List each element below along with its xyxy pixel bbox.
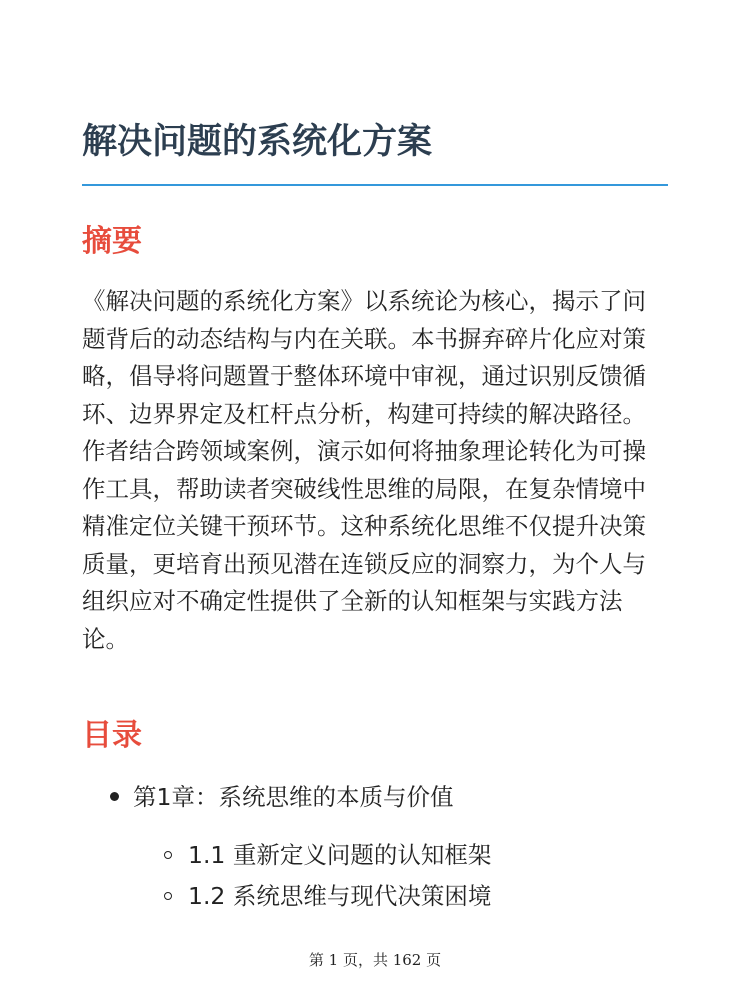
document-page [82, 0, 668, 1000]
toc-section-1-2[interactable] [164, 878, 491, 914]
toc-section-label: 1.1 重新定义问题的认知框架 [188, 841, 492, 869]
toc-section-label: 1.2 系统思维与现代决策困境 [188, 882, 492, 910]
toc-heading: 目录 [82, 718, 142, 753]
bullet-circle-icon [164, 851, 172, 859]
bullet-disc-icon [110, 792, 119, 801]
abstract-heading: 摘要 [82, 224, 142, 259]
toc-section-1-1[interactable] [164, 837, 491, 873]
toc-chapter-label: 第1章：系统思维的本质与价值 [133, 783, 454, 811]
bullet-circle-icon [164, 892, 172, 900]
toc-chapter-1[interactable] [110, 779, 453, 815]
document-title: 解决问题的系统化方案 [82, 122, 433, 162]
abstract-paragraph: 《解决问题的系统化方案》以系统论为核心，揭示了问题背后的动态结构与内在关联。本书摒弃碎片化应对策略，倡导将问题置于整体环境中审视，通过识别反馈循环、边界界定及杠杆点分析，构建可持续的解决路径。作者结合跨领域案例，演示如何将抽象理论转化为可操作工具，帮助读者突破线性思维的局限，在复杂情境中精准定位关键干预环节。这种系统化思维不仅提升决策质量，更培育出预见潜在连锁反应的洞察力，为个人与组织应对不确定性提供了全新的认知框架与实践方法论。 [82, 287, 646, 653]
page-footer: 第 1 页，共 162 页 [308, 951, 442, 969]
title-divider [82, 184, 668, 186]
